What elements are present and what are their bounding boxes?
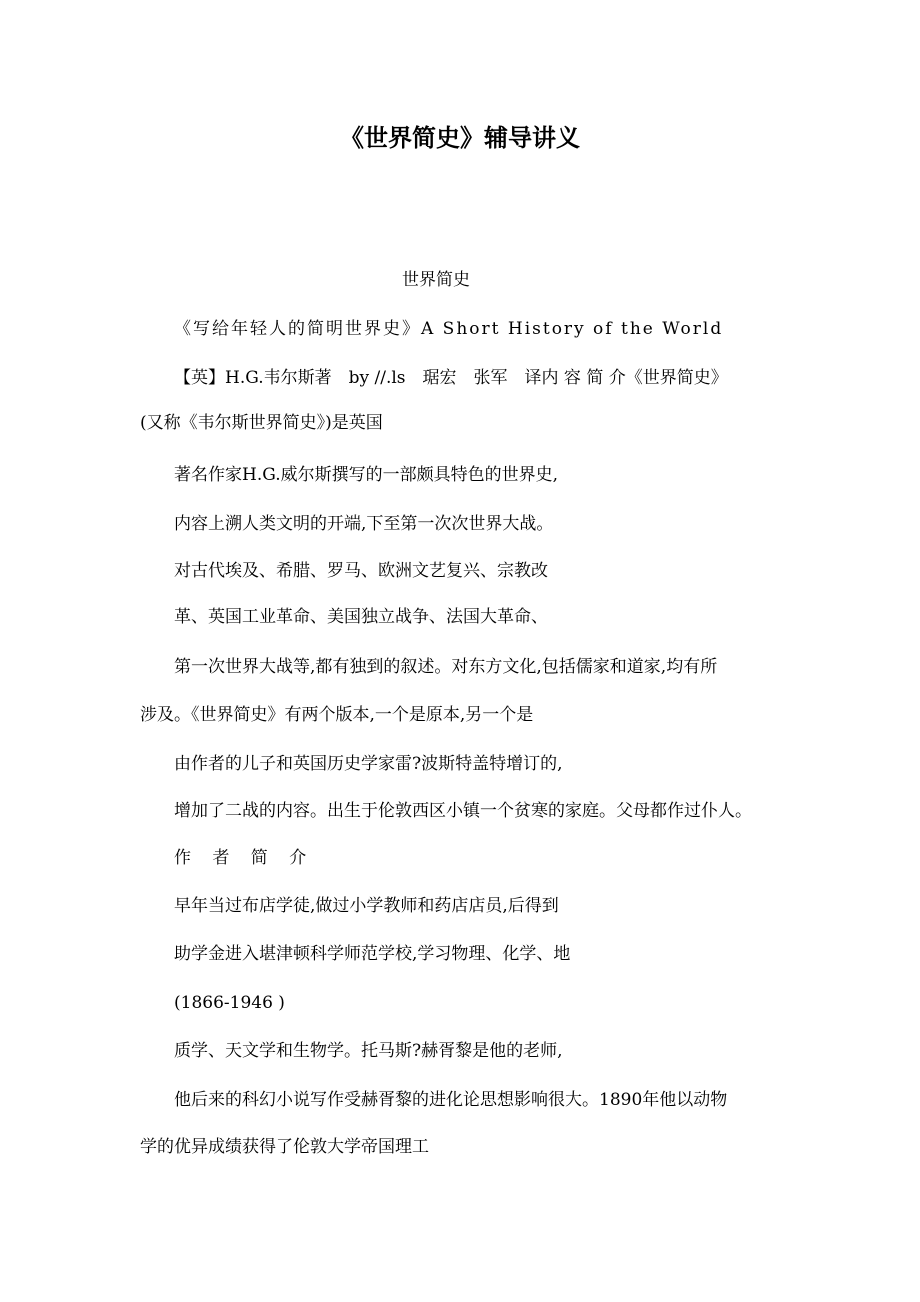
- paragraph-line: 质学、天文学和生物学。托马斯?赫胥黎是他的老师,: [174, 1041, 563, 1061]
- book-subtitle: 世界简史: [402, 270, 470, 290]
- paragraph-line: (又称《韦尔斯世界简史》)是英国: [140, 413, 383, 433]
- paragraph-line: 助学金进入堪津顿科学师范学校,学习物理、化学、地: [174, 944, 571, 964]
- paragraph-line: 增加了二战的内容。出生于伦敦西区小镇一个贫寒的家庭。父母都作过仆人。: [174, 801, 752, 821]
- book-full-title-line: 《写给年轻人的简明世界史》A Short History of the World: [174, 319, 724, 339]
- paragraph-line: 内容上溯人类文明的开端,下至第一次次世界大战。: [174, 514, 554, 534]
- paragraph-line: 革、英国工业革命、美国独立战争、法国大革命、: [174, 607, 548, 627]
- paragraph-line: 由作者的儿子和英国历史学家雷?波斯特盖特增订的,: [174, 754, 563, 774]
- paragraph-line: 著名作家H.G.威尔斯撰写的一部颇具特色的世界史,: [174, 465, 559, 485]
- author-intro-heading: 作 者 简 介: [174, 848, 315, 868]
- paragraph-line: 第一次世界大战等,都有独到的叙述。对东方文化,包括儒家和道家,均有所: [174, 657, 718, 677]
- author-lifespan: (1866-1946 ): [174, 993, 285, 1013]
- paragraph-line: 早年当过布店学徒,做过小学教师和药店店员,后得到: [174, 896, 559, 916]
- paragraph-line: 对古代埃及、希腊、罗马、欧洲文艺复兴、宗教改: [174, 561, 548, 581]
- paragraph-line: 他后来的科幻小说写作受赫胥黎的进化论思想影响很大。1890年他以动物: [174, 1090, 728, 1110]
- page-title: 《世界简史》辅导讲义: [340, 124, 580, 152]
- author-translator-line: 【英】H.G.韦尔斯著 by //.ls 琚宏 张军 译内 容 简 介《世界简史》: [174, 368, 728, 388]
- paragraph-line: 学的优异成绩获得了伦敦大学帝国理工: [140, 1137, 429, 1157]
- paragraph-line: 涉及。《世界简史》有两个版本,一个是原本,另一个是: [140, 705, 534, 725]
